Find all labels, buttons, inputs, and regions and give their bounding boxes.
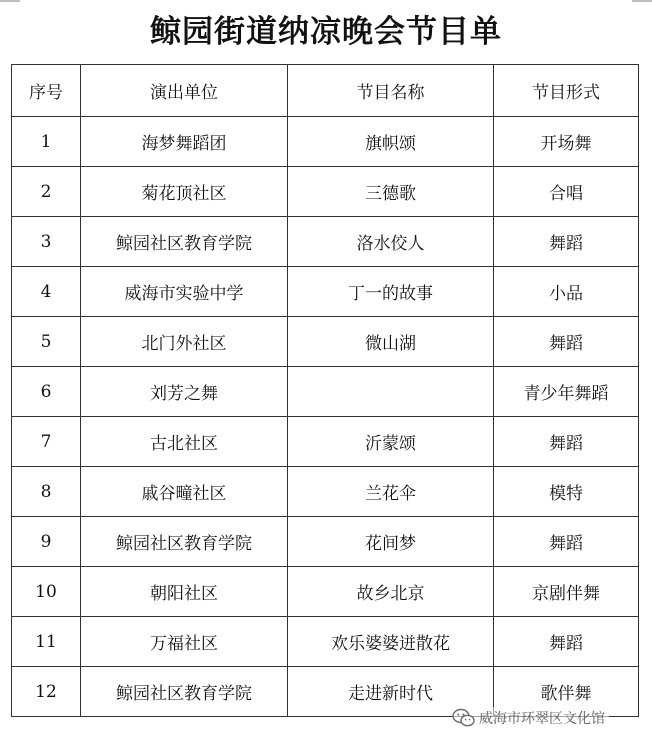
cell-performer: 鲸园社区教育学院 — [81, 517, 288, 567]
cell-program-name: 花间梦 — [288, 517, 494, 567]
cell-performer: 戚谷疃社区 — [81, 467, 288, 517]
cell-program-type: 舞蹈 — [494, 217, 639, 267]
cell-index: 11 — [12, 617, 81, 667]
table-header-row — [12, 65, 639, 117]
cell-program-name: 欢乐婆婆迸散花 — [288, 617, 494, 667]
cell-program-type: 舞蹈 — [494, 617, 639, 667]
cell-performer: 海梦舞蹈团 — [81, 117, 288, 167]
cell-index: 8 — [12, 467, 81, 517]
watermark-text: 威海市环翠区文化馆 — [479, 711, 605, 727]
cell-program-type: 模特 — [494, 467, 639, 517]
cell-performer: 万福社区 — [81, 617, 288, 667]
cell-program-type: 京剧伴舞 — [494, 567, 639, 617]
cell-performer: 古北社区 — [81, 417, 288, 467]
cell-program-type: 青少年舞蹈 — [494, 367, 639, 417]
program-table — [11, 64, 639, 717]
cell-performer: 威海市实验中学 — [81, 267, 288, 317]
cell-performer: 刘芳之舞 — [81, 367, 288, 417]
header-program-type: 节目形式 — [494, 65, 639, 117]
table-row — [12, 367, 639, 417]
table-row — [12, 517, 639, 567]
cell-performer: 朝阳社区 — [81, 567, 288, 617]
watermark — [452, 707, 609, 729]
cell-index: 6 — [12, 367, 81, 417]
cell-performer: 鲸园社区教育学院 — [81, 217, 288, 267]
table-row — [12, 167, 639, 217]
table-row — [12, 317, 639, 367]
cell-program-name: 兰花伞 — [288, 467, 494, 517]
cell-program-type: 舞蹈 — [494, 517, 639, 567]
cell-index: 9 — [12, 517, 81, 567]
table-row — [12, 567, 639, 617]
cell-program-type: 合唱 — [494, 167, 639, 217]
cell-index: 3 — [12, 217, 81, 267]
table-row — [12, 467, 639, 517]
cell-index: 10 — [12, 567, 81, 617]
cell-index: 12 — [12, 667, 81, 717]
cell-program-name: 故乡北京 — [288, 567, 494, 617]
cell-performer: 鲸园社区教育学院 — [81, 667, 288, 717]
cell-program-name: 走进新时代 — [288, 667, 494, 717]
wechat-icon — [452, 708, 476, 728]
cell-program-type: 小品 — [494, 267, 639, 317]
cell-program-name: 丁一的故事 — [288, 267, 494, 317]
table-row — [12, 217, 639, 267]
table-row — [12, 267, 639, 317]
top-rule-right — [632, 0, 652, 2]
cell-program-name: 洛水佼人 — [288, 217, 494, 267]
table-row — [12, 417, 639, 467]
cell-program-name: 旗帜颂 — [288, 117, 494, 167]
cell-index: 7 — [12, 417, 81, 467]
cell-program-name: 沂蒙颂 — [288, 417, 494, 467]
header-index: 序号 — [12, 65, 81, 117]
header-performer: 演出单位 — [81, 65, 288, 117]
cell-program-type: 舞蹈 — [494, 417, 639, 467]
cell-program-name: 三德歌 — [288, 167, 494, 217]
cell-index: 4 — [12, 267, 81, 317]
page-title: 鲸园街道纳凉晚会节目单 — [150, 14, 502, 50]
cell-program-name — [288, 367, 494, 417]
cell-program-type: 歌伴舞 — [494, 667, 639, 717]
cell-program-name: 微山湖 — [288, 317, 494, 367]
cell-performer: 菊花顶社区 — [81, 167, 288, 217]
cell-program-type: 开场舞 — [494, 117, 639, 167]
table-row — [12, 117, 639, 167]
top-rule-left — [0, 0, 20, 2]
table-row — [12, 617, 639, 667]
cell-program-type: 舞蹈 — [494, 317, 639, 367]
cell-performer: 北门外社区 — [81, 317, 288, 367]
cell-index: 2 — [12, 167, 81, 217]
cell-index: 5 — [12, 317, 81, 367]
cell-index: 1 — [12, 117, 81, 167]
header-program-name: 节目名称 — [288, 65, 494, 117]
